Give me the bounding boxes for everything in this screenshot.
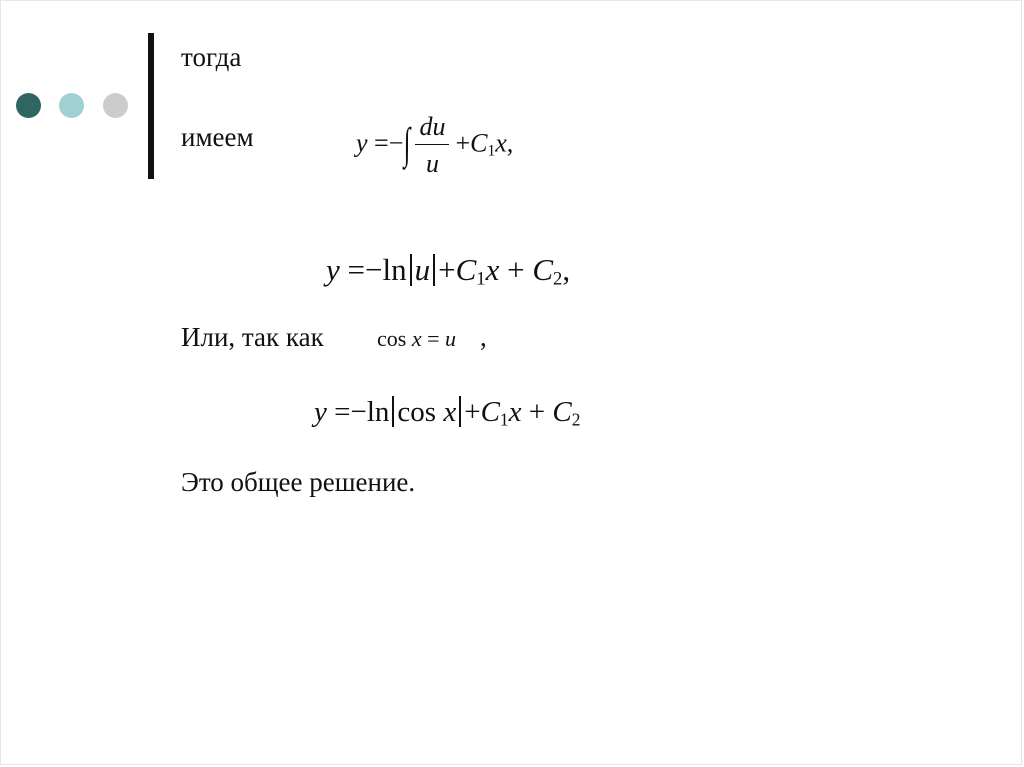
- formula-fn: cos: [397, 396, 437, 428]
- formula-subscript: 2: [553, 268, 563, 290]
- formula-var: x: [485, 252, 500, 287]
- vertical-accent-bar: [148, 33, 154, 179]
- formula-subscript: 1: [499, 409, 509, 430]
- text-togda: тогда: [181, 42, 242, 72]
- text-conclusion: Это общее решение.: [181, 467, 416, 497]
- formula-fn: cos: [377, 326, 407, 351]
- formula-ln-cos: [314, 396, 580, 430]
- formula-op: +: [464, 396, 481, 428]
- formula-var: C: [470, 128, 488, 158]
- formula-subscript: 1: [487, 142, 496, 160]
- abs-bar-right: [433, 254, 435, 287]
- formula-var: C: [552, 396, 572, 428]
- formula-var: x: [411, 326, 422, 351]
- formula-op: +: [507, 252, 525, 287]
- fraction: [415, 112, 449, 179]
- text-comma: ,: [480, 322, 487, 352]
- formula-cos-equals-u: [377, 326, 456, 352]
- formula-var: u: [445, 326, 457, 351]
- decorative-dot-gray: [103, 93, 128, 118]
- formula-var: C: [455, 252, 477, 287]
- formula-fn: −ln: [365, 252, 407, 287]
- text-imeem: имеем: [181, 122, 254, 152]
- decorative-dot-light-teal: [59, 93, 84, 118]
- formula-fn: −ln: [350, 396, 390, 428]
- abs-bar-left: [392, 396, 394, 426]
- formula-op: =: [374, 128, 389, 158]
- formula-var: u: [414, 252, 431, 287]
- formula-ln-u: [326, 252, 570, 291]
- formula-var: y: [314, 396, 327, 428]
- text-ili-tak-kak: Или, так как: [181, 322, 324, 352]
- formula-var: y: [356, 128, 368, 158]
- formula-integral: [356, 112, 513, 179]
- formula-var: x: [508, 396, 522, 428]
- integral-sign: ∫: [404, 119, 411, 168]
- formula-op: =: [334, 396, 351, 428]
- formula-var: C: [532, 252, 554, 287]
- formula-op: +: [455, 128, 471, 158]
- abs-bar-left: [410, 254, 412, 287]
- fraction-numerator: du: [415, 112, 449, 145]
- formula-punct: ,: [562, 252, 571, 287]
- formula-var: C: [480, 396, 500, 428]
- formula-op: =: [427, 326, 440, 351]
- formula-op: −: [388, 128, 404, 158]
- formula-var: x: [443, 396, 457, 428]
- formula-subscript: 2: [571, 409, 581, 430]
- abs-bar-right: [459, 396, 461, 426]
- fraction-denominator: u: [425, 149, 439, 178]
- formula-subscript: 1: [476, 268, 486, 290]
- formula-op: +: [438, 252, 456, 287]
- formula-op: =: [347, 252, 365, 287]
- decorative-dot-dark: [16, 93, 41, 118]
- formula-var: y: [326, 252, 340, 287]
- formula-var: x,: [495, 128, 514, 158]
- formula-op: +: [528, 396, 546, 428]
